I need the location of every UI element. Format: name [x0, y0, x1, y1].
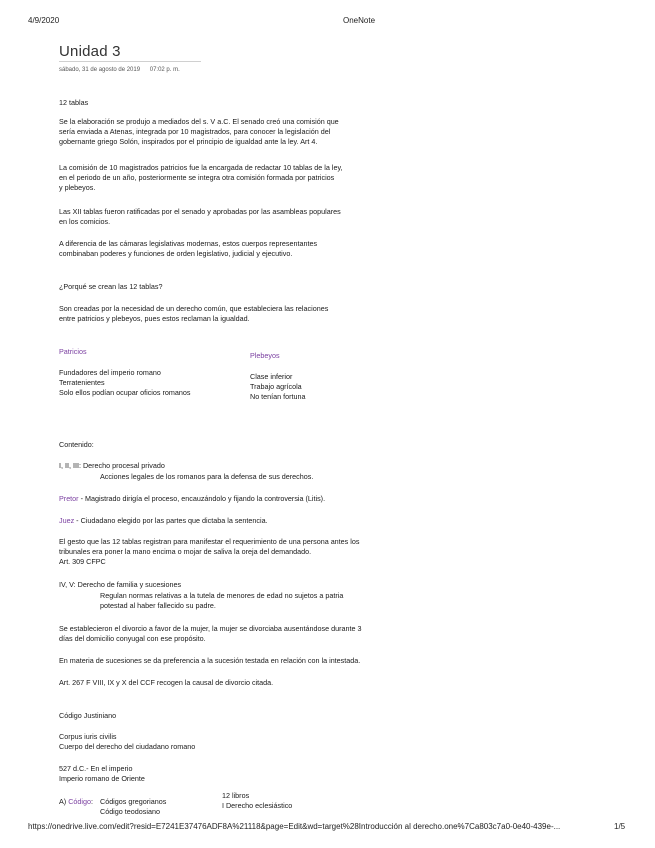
text-line: en los comicios.	[59, 217, 111, 226]
page-title: Unidad 3	[59, 43, 121, 60]
text-line: Las XII tablas fueron ratificadas por el senado y aprobadas por las asambleas populares	[59, 207, 341, 216]
text-line: Corpus iuris civilis	[59, 732, 117, 741]
paragraph-succession: En materia de sucesiones se da preferencia a la sucesión testada en relación con la intestada.	[59, 656, 361, 665]
text-line: A diferencia de las cámaras legislativas modernas, estos cuerpos representantes	[59, 239, 318, 248]
text-line: 527 d.C.- En el imperio	[59, 764, 133, 773]
paragraph-article: Art. 267 F VIII, IX y X del CCF recogen la causal de divorcio citada.	[59, 678, 274, 687]
list-item: 12 libros	[222, 791, 250, 800]
tablas-1-3-body: Acciones legales de los romanos para la defensa de sus derechos.	[100, 472, 314, 481]
pretor-text: - Magistrado dirigía el proceso, encauzándolo y fijando la controversia (Litis).	[78, 494, 326, 503]
text-line: Se establecieron el divorcio a favor de la mujer, la mujer se divorciaba ausentándose durante 3	[59, 624, 362, 633]
print-date: 4/9/2020	[28, 16, 60, 25]
text-line: La comisión de 10 magistrados patricios fue la encargada de redactar 10 tablas de la ley,	[59, 163, 343, 172]
text-line: tribunales era poner la mano encima o mojar de saliva la oreja del demandado.	[59, 547, 312, 556]
page-date: sábado, 31 de agosto de 2019	[59, 67, 141, 73]
list-item: Fundadores del imperio romano	[59, 368, 161, 377]
paragraph-difference	[59, 239, 317, 259]
tablas-1-3-title: I, II, III: Derecho procesal privado	[59, 461, 165, 470]
text-line: Art. 309 CFPC	[59, 557, 106, 566]
text-line: Cuerpo del derecho del ciudadano romano	[59, 742, 196, 751]
text-line: Imperio romano de Oriente	[59, 774, 145, 783]
codigo-term: Código	[68, 797, 91, 806]
pretor-term: Pretor	[59, 494, 79, 503]
text-line: gobernante griego Solón, inspirados por el principio de igualdad ante la ley. Art 4.	[59, 137, 318, 146]
list-item: No tenían fortuna	[250, 392, 306, 401]
page-time: 07:02 p. m.	[149, 67, 180, 73]
plebeyos-heading: Plebeyos	[250, 351, 280, 360]
text-line: combinaban poderes y funciones de orden legislativo, judicial y ejecutivo.	[59, 249, 293, 258]
question-heading: ¿Porqué se crean las 12 tablas?	[59, 282, 163, 291]
list-item: Trabajo agrícola	[250, 382, 302, 391]
tablas-4-5-title: IV, V: Derecho de familia y sucesiones	[59, 580, 182, 589]
text-line: El gesto que las 12 tablas registran para manifestar el requerimiento de una persona antes los	[59, 537, 360, 546]
contenido-heading: Contenido:	[59, 440, 94, 449]
paragraph-ratification	[59, 207, 341, 227]
pretor-definition	[59, 494, 325, 504]
list-item: Terratenientes	[59, 378, 105, 387]
tablas-4-5-body	[100, 591, 343, 611]
text-line: Son creadas por la necesidad de un derecho común, que estableciera las relaciones	[59, 304, 329, 313]
patricios-list	[59, 368, 190, 398]
paragraph-origin	[59, 117, 339, 147]
juez-text: - Ciudadano elegido por las partes que dictaba la sentencia.	[74, 516, 268, 525]
text-line: entre patricios y plebeyos, pues estos reclaman la igualdad.	[59, 314, 250, 323]
list-item: Códigos gregorianos	[100, 797, 167, 806]
plebeyos-list	[250, 372, 306, 402]
patricios-heading: Patricios	[59, 347, 87, 356]
codigo-justiniano-heading: Código Justiniano	[59, 711, 117, 720]
text-line: y plebeyos.	[59, 183, 96, 192]
text-line: potestad al haber fallecido su padre.	[100, 601, 216, 610]
paragraph-reason	[59, 304, 328, 324]
codigo-a-items	[100, 797, 166, 817]
list-item: Código teodosiano	[100, 807, 160, 816]
corpus-block	[59, 732, 195, 752]
text-line: en el periodo de un año, posteriormente se integra otra comisión formada por patricios	[59, 173, 335, 182]
text-line: Regulan normas relativas a la tutela de menores de edad no sujetos a patria	[100, 591, 344, 600]
heading-12-tablas: 12 tablas	[59, 98, 89, 107]
date-block	[59, 764, 145, 784]
list-marker: A)	[59, 797, 69, 806]
colon: :	[90, 797, 93, 806]
codigo-a-right	[222, 791, 292, 811]
list-item: Solo ellos podían ocupar oficios romanos	[59, 388, 191, 397]
print-page-number: 1/5	[614, 822, 626, 831]
page-timestamp	[59, 67, 188, 73]
juez-definition	[59, 516, 268, 526]
codigo-a-label	[59, 797, 93, 807]
text-line: Se la elaboración se produjo a mediados del s. V a.C. El senado creó una comisión que	[59, 117, 339, 126]
print-url: https://onedrive.live.com/edit?resid=E7241E37476ADF8A%21118&page=Edit&wd=target%28Introducción al derecho.one%7Ca803c7a0-0e40-439e-...	[28, 822, 561, 831]
print-app-name: OneNote	[343, 16, 376, 25]
title-divider	[59, 61, 201, 62]
text-line: días del domicilio conyugal con ese propósito.	[59, 634, 206, 643]
paragraph-gesture	[59, 537, 359, 567]
juez-term: Juez	[59, 516, 75, 525]
paragraph-commission	[59, 163, 343, 193]
paragraph-divorce	[59, 624, 361, 644]
text-line: sería enviada a Atenas, integrada por 10 magistrados, para conocer la legislación del	[59, 127, 331, 136]
list-item: Clase inferior	[250, 372, 293, 381]
list-item: I Derecho eclesiástico	[222, 801, 293, 810]
